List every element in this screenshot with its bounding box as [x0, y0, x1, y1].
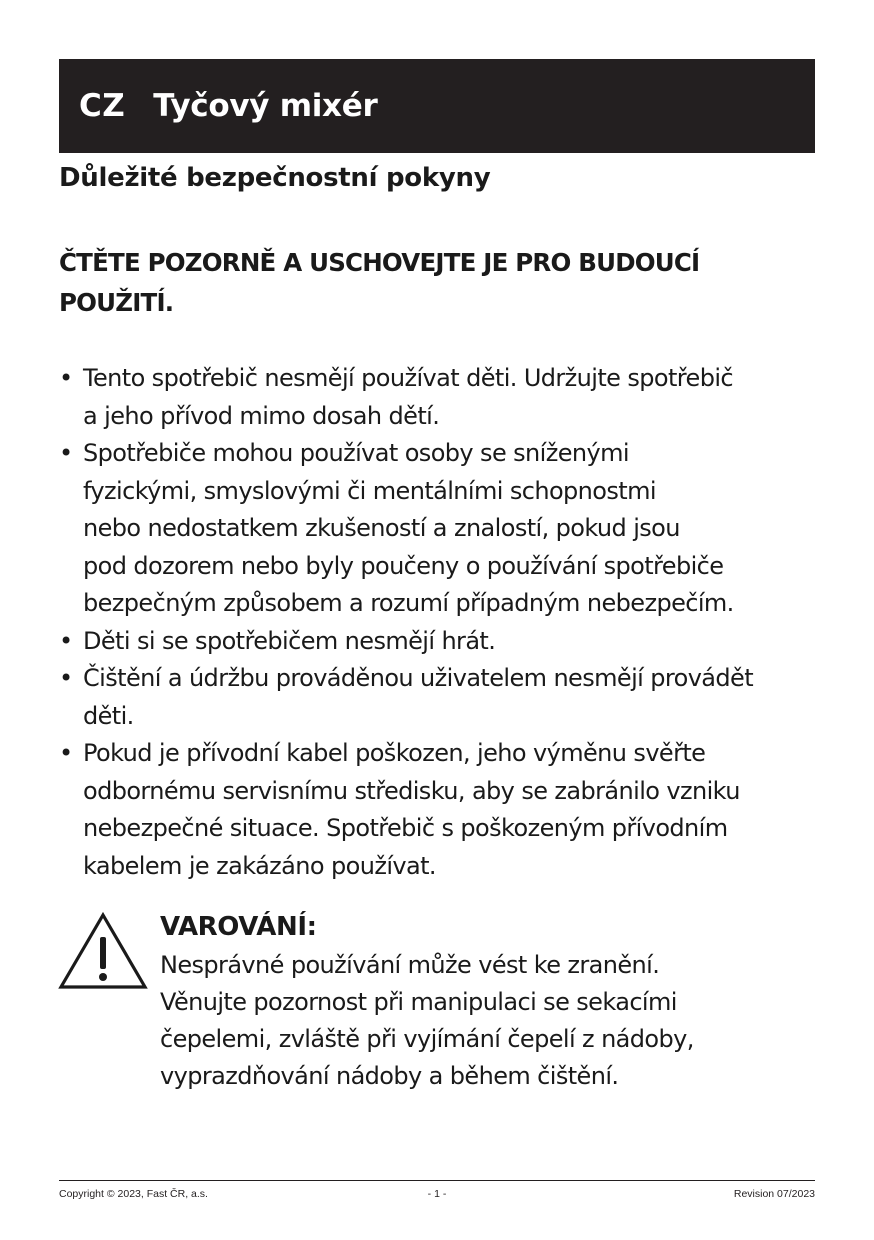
list-item-line: Tento spotřebič nesmějí používat děti. Udržujte spotřebič	[83, 364, 733, 392]
list-item	[59, 360, 819, 435]
warning-triangle-icon	[58, 911, 148, 991]
list-item	[59, 435, 819, 623]
warning-title: VAROVÁNÍ:	[160, 912, 317, 942]
read-notice-line: POUŽITÍ.	[59, 288, 174, 317]
list-item-line: odbornému servisnímu středisku, aby se zabránilo vzniku	[83, 776, 740, 805]
footer-page-number: - 1 -	[427, 1188, 447, 1200]
header-bar	[59, 59, 815, 153]
list-item-line: kabelem je zakázáno používat.	[83, 851, 436, 880]
warning-block	[160, 907, 810, 1095]
list-item-line: pod dozorem nebo byly poučeny o používání spotřebiče	[83, 551, 724, 580]
list-item-line: fyzickými, smyslovými či mentálními schopnostmi	[83, 476, 656, 505]
list-item	[59, 735, 819, 885]
list-item-line: a jeho přívod mimo dosah dětí.	[83, 401, 440, 430]
bullet-icon: •	[59, 664, 73, 692]
warning-line: čepelemi, zvláště při vyjímání čepelí z nádoby,	[160, 1025, 694, 1053]
list-item-line: nebo nedostatkem zkušeností a znalostí, pokud jsou	[83, 514, 680, 542]
list-item-line: Čištění a údržbu prováděnou uživatelem nesmějí provádět	[83, 664, 754, 692]
list-item-line: nebezpečné situace. Spotřebič s poškozeným přívodním	[83, 814, 728, 842]
read-notice-line: ČTĚTE POZORNĚ A USCHOVEJTE JE PRO BUDOUCÍ	[59, 248, 700, 277]
list-item-line: bezpečným způsobem a rozumí případným nebezpečím.	[83, 589, 734, 617]
product-title: Tyčový mixér	[153, 88, 378, 124]
warning-line: Věnujte pozornost při manipulaci se sekacími	[160, 988, 677, 1016]
list-item	[59, 623, 819, 661]
footer-revision: Revision 07/2023	[733, 1188, 815, 1200]
list-item-line: Děti si se spotřebičem nesmějí hrát.	[83, 626, 496, 655]
list-item	[59, 660, 819, 735]
warning-line: vyprazdňování nádoby a během čištění.	[160, 1062, 619, 1090]
list-item-line: děti.	[83, 701, 134, 730]
section-title: Důležité bezpečnostní pokyny	[59, 163, 491, 193]
warning-line: Nesprávné používání může vést ke zranění.	[160, 951, 660, 979]
safety-instructions-list	[59, 360, 819, 885]
list-item-line: Spotřebiče mohou používat osoby se sníženými	[83, 439, 629, 467]
footer-copyright: Copyright © 2023, Fast ČR, a.s.	[59, 1188, 208, 1200]
footer-divider	[59, 1180, 815, 1181]
bullet-icon: •	[59, 439, 73, 467]
list-item-line: Pokud je přívodní kabel poškozen, jeho výměnu svěřte	[83, 739, 706, 767]
bullet-icon: •	[59, 364, 73, 392]
warning-text	[160, 947, 810, 1095]
language-code: CZ	[79, 88, 126, 124]
bullet-icon: •	[59, 626, 73, 655]
read-notice	[59, 243, 819, 323]
bullet-icon: •	[59, 739, 73, 767]
